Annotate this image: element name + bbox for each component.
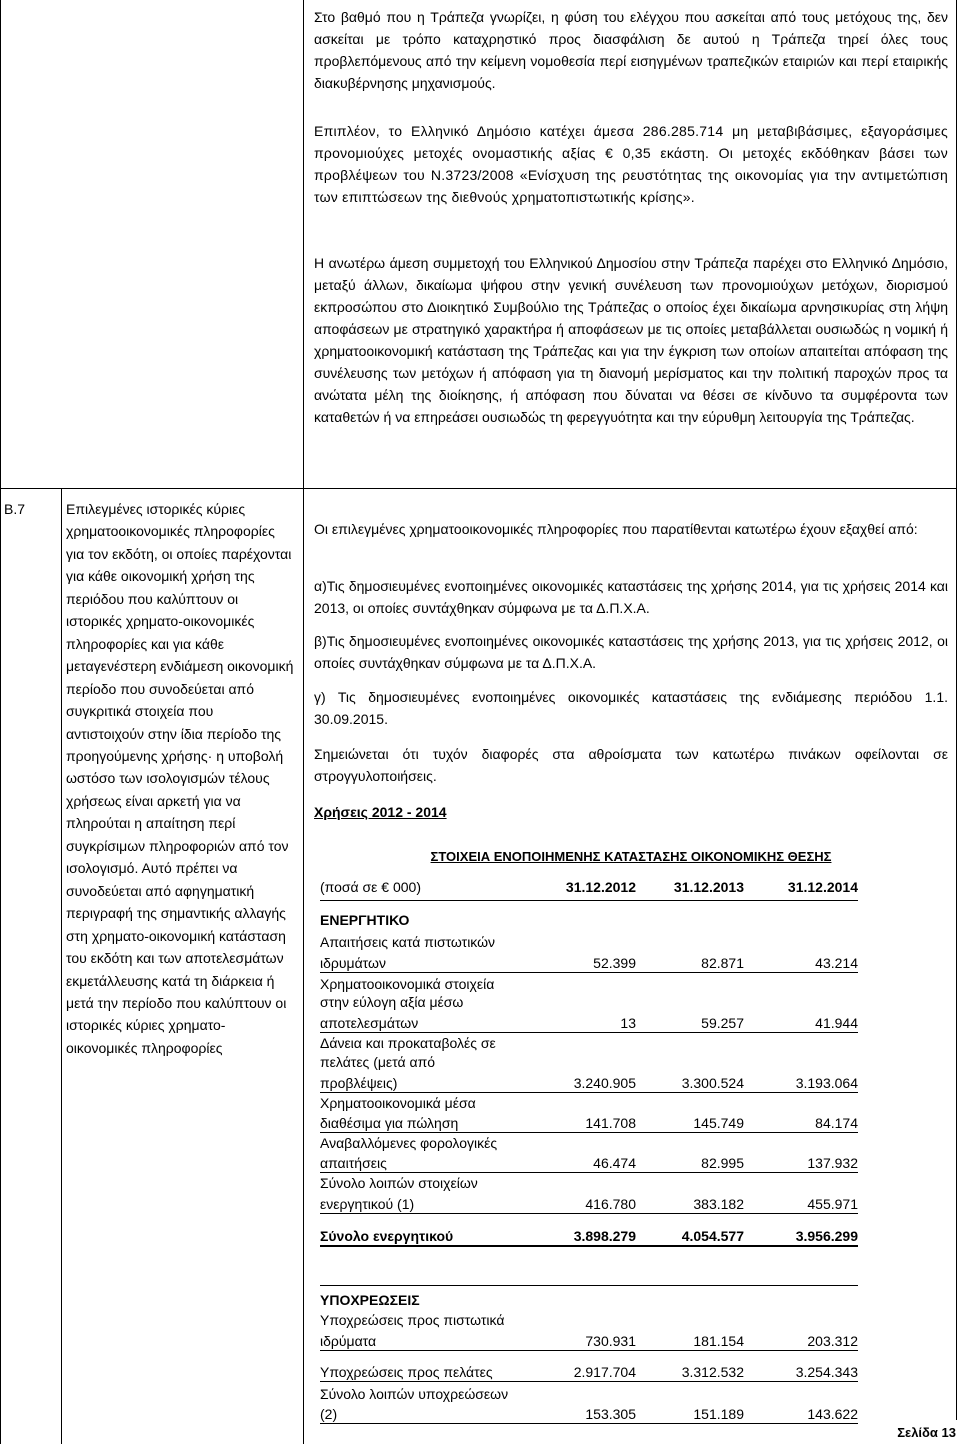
- row-rule: [320, 1423, 858, 1424]
- value-2012: 141.708: [585, 1115, 636, 1131]
- years-title: Χρήσεις 2012 - 2014: [314, 804, 447, 820]
- table-row: [320, 1051, 858, 1073]
- intro-paragraph-2: Επιπλέον, το Ελληνικό Δημόσιο κατέχει άμεσα 286.285.714 μη μεταβιβάσιμες, εξαγοράσιμες προνομιούχες μετοχές ονομαστικής αξίας € 0,35 εκάστη. Οι μετοχές εκδόθηκαν βάσει των προβλέψεων του Ν.3723/2008 «Ενίσχυση της ρευστότητας της οικονομίας για την αντιμετώπιση των επιπτώσεων της διεθνούς χρηματοπιστωτικής κρίσης».: [314, 123, 948, 205]
- value-2013: 82.995: [701, 1155, 744, 1171]
- rounding-note: Σημειώνεται ότι τυχόν διαφορές στα αθροίσματα των κατωτέρω πινάκων οφείλονται σε στρογγυλοποιήσεις.: [314, 746, 948, 784]
- row-label: Χρηματοοικονομικά στοιχεία: [320, 976, 495, 992]
- value-2014: 3.254.343: [795, 1364, 858, 1380]
- intro-paragraph-1: Στο βαθμό που η Τράπεζα γνωρίζει, η φύση του ελέγχου που ασκείται από τους μετόχους της, δεν ασκείται με τρόπο καταχρηστικό προς διασφάλιση δε αυτού η Τράπεζα τηρεί όλες τους προβλεπόμενους από την κείμενη νομοθεσία περί εισηγμένων τραπεζικών εταιριών και περί εταιρικής διακυβέρνησης μηχανισμούς.: [314, 9, 948, 91]
- value-2012: 52.399: [593, 955, 636, 971]
- row-label: στην εύλογη αξία μέσω: [320, 994, 464, 1010]
- row-rule: [320, 1213, 858, 1214]
- value-2012: 46.474: [593, 1155, 636, 1171]
- row-label: προβλέψεις): [320, 1075, 398, 1091]
- total-2013: 4.054.577: [681, 1228, 744, 1244]
- table-row: [320, 1361, 858, 1383]
- value-2012: 416.780: [585, 1196, 636, 1212]
- value-2012: 153.305: [585, 1406, 636, 1422]
- row-label: Υποχρεώσεις προς πιστωτικά: [320, 1312, 505, 1328]
- row-rule: [320, 1350, 858, 1351]
- table-row: [320, 1330, 858, 1352]
- table-row: [320, 1383, 858, 1405]
- row-label: ιδρύματα: [320, 1333, 377, 1349]
- column-header-2012: 31.12.2012: [565, 879, 636, 895]
- liabilities-heading-row: [320, 1289, 858, 1311]
- value-2013: 82.871: [701, 955, 744, 971]
- value-2013: 59.257: [701, 1015, 744, 1031]
- table-header-row: [320, 876, 858, 898]
- row-label: πελάτες (μετά από: [320, 1054, 436, 1070]
- table-row: [320, 1072, 858, 1094]
- value-2013: 3.300.524: [681, 1075, 744, 1091]
- value-2014: 143.622: [807, 1406, 858, 1422]
- value-2014: 455.971: [807, 1196, 858, 1212]
- value-2014: 43.214: [815, 955, 858, 971]
- table-row: [320, 931, 858, 953]
- value-2013: 383.182: [693, 1196, 744, 1212]
- table-row: [320, 1012, 858, 1034]
- assets-heading-row: [320, 909, 858, 931]
- table-row: [320, 1152, 858, 1174]
- table-title: ΣΤΟΙΧΕΙΑ ΕΝΟΠΟΙΗΜΕΝΗΣ ΚΑΤΑΣΤΑΣΗΣ ΟΙΚΟΝΟΜΙΚΗΣ ΘΕΣΗΣ: [430, 849, 832, 864]
- value-2014: 3.193.064: [795, 1075, 858, 1091]
- total-rule: [320, 1245, 858, 1247]
- col-divider-1: [61, 488, 62, 1444]
- right-border: [956, 0, 957, 1420]
- page-number: Σελίδα 13: [897, 1425, 956, 1440]
- value-2012: 13: [620, 1015, 636, 1031]
- row-label: διαθέσιμα για πώληση: [320, 1115, 459, 1131]
- intro-paragraph-3: Η ανωτέρω άμεση συμμετοχή του Ελληνικού Δημοσίου στην Τράπεζα παρέχει στο Ελληνικό Δημόσιο, μεταξύ άλλων, δικαίωμα ψήφου στην γενική συνέλευση των προνομιούχων μετόχων, διορισμού εκπροσώπου στο Διοικητικό Συμβούλιο της Τράπεζας ο οποίος έχει δικαίωμα αρνησικυρίας στη λήψη αποφάσεων με στρατηγικό χαρακτήρα ή αποφάσεων με τις οποίες μεταβάλλεται ουσιωδώς η νομική ή χρηματοοικονομική κατάσταση της Τράπεζας και για την έγκριση των οποίων απαιτείται απόφαση της συνέλευσης των μετόχων ή απόφαση για τη διανομή μερίσματος και την πολιτική παροχών προς τα ανώτατα μέλη της διοίκησης, ή απόφαση που δύναται να θέσει σε κίνδυνο τα συμφέροντα των καταθετών ή να επηρεάσει ουσιωδώς τη φερεγγυότητα και την εύρυθμη λειτουργία της Τράπεζας.: [314, 255, 948, 425]
- table-row: [320, 1403, 858, 1425]
- column-header-2014: 31.12.2014: [787, 879, 858, 895]
- value-2012: 2.917.704: [573, 1364, 636, 1380]
- value-2013: 151.189: [693, 1406, 744, 1422]
- amount-unit-label: (ποσά σε € 000): [320, 879, 422, 895]
- left-border: [0, 0, 1, 1444]
- section-code: Β.7: [4, 501, 26, 517]
- row-label: (2): [320, 1406, 338, 1422]
- row-label: Υποχρεώσεις προς πελάτες: [320, 1364, 493, 1380]
- value-2014: 84.174: [815, 1115, 858, 1131]
- table-row: [320, 1193, 858, 1215]
- section-description: Επιλεγμένες ιστορικές κύριες χρηματοοικονομικές πληροφορίες για τον εκδότη, οι οποίες παρέχονται για κάθε οικονομική χρήση της περιόδου που καλύπτουν οι ιστορικές χρηματο-οικονομικές πληροφορίες και για κάθε μεταγενέστερη ενδιάμεση οικονομική περίοδο που συνοδεύεται από συγκριτικά στοιχεία που αντιστοιχούν στην ίδια περίοδο της προηγούμενης χρήσης· η υποβολή ωστόσο των ισολογισμών τέλους χρήσεως είναι αρκετή για να πληρούται η απαίτηση περί συγκρίσιμων πληροφοριών από τον ισολογισμό. Αυτό πρέπει να συνοδεύεται από αφηγηματική περιγραφή της σημαντικής αλλαγής στη χρηματο-οικονομική κατάσταση του εκδότη και των αποτελεσμάτων εκμετάλλευσης κατά τη διάρκεια ή μετά την περίοδο που καλύπτουν οι ιστορικές κύριες χρηματο-οικονομικές πληροφορίες: [66, 501, 294, 1056]
- source-a-paragraph: α)Τις δημοσιευμένες ενοποιημένες οικονομικές καταστάσεις της χρήσης 2014, για τις χρήσεις 2014 και 2013, οι οποίες συντάχθηκαν σύμφωνα με τα Δ.Π.Χ.Α.: [314, 578, 948, 616]
- table-row: [320, 1132, 858, 1154]
- table-row: [320, 1309, 858, 1331]
- source-b-paragraph: β)Τις δημοσιευμένες ενοποιημένες οικονομικές καταστάσεις της χρήσης 2013, για τις χρήσεις 2012, οι οποίες συντάχθηκαν σύμφωνα με τα Δ.Π.Χ.Α.: [314, 633, 948, 671]
- total-2014: 3.956.299: [795, 1228, 858, 1244]
- value-2013: 3.312.532: [681, 1364, 744, 1380]
- row-label: Δάνεια και προκαταβολές σε: [320, 1035, 496, 1051]
- value-2013: 181.154: [693, 1333, 744, 1349]
- row-label: Σύνολο λοιπών στοιχείων: [320, 1175, 478, 1191]
- row-label: ενεργητικού (1): [320, 1196, 415, 1212]
- table-row: [320, 991, 858, 1013]
- value-2014: 41.944: [815, 1015, 858, 1031]
- col-divider-2: [303, 0, 304, 1444]
- row-label: Αναβαλλόμενες φορολογικές: [320, 1135, 498, 1151]
- source-c-paragraph: γ) Τις δημοσιευμένες ενοποιημένες οικονομικές καταστάσεις της ενδιάμεσης περιόδου 1.1. 30.09.2015.: [314, 689, 948, 727]
- table-row: [320, 1092, 858, 1114]
- section-rule: [320, 1285, 858, 1286]
- row-label: Χρηματοοικονομικά μέσα: [320, 1095, 476, 1111]
- assets-heading: ΕΝΕΡΓΗΤΙΚΟ: [320, 912, 410, 928]
- value-2014: 203.312: [807, 1333, 858, 1349]
- column-header-2013: 31.12.2013: [673, 879, 744, 895]
- total-assets-label: Σύνολο ενεργητικού: [320, 1228, 454, 1244]
- value-2012: 730.931: [585, 1333, 636, 1349]
- header-rule: [320, 900, 858, 901]
- table-row: [320, 1172, 858, 1194]
- liabilities-heading: ΥΠΟΧΡΕΩΣΕΙΣ: [320, 1292, 420, 1308]
- table-row: [320, 1112, 858, 1134]
- total-assets-row: [320, 1225, 858, 1247]
- row-label: ιδρυμάτων: [320, 955, 386, 971]
- row-divider: [0, 488, 957, 489]
- row-label: απαιτήσεις: [320, 1155, 387, 1171]
- row-label: αποτελεσμάτων: [320, 1015, 419, 1031]
- row-rule: [320, 1381, 858, 1382]
- b7-intro-paragraph: Οι επιλεγμένες χρηματοοικονομικές πληροφορίες που παρατίθενται κατωτέρω έχουν εξαχθεί από:: [314, 521, 918, 537]
- row-label: Απαιτήσεις κατά πιστωτικών: [320, 934, 496, 950]
- table-row: [320, 952, 858, 974]
- value-2013: 145.749: [693, 1115, 744, 1131]
- value-2014: 137.932: [807, 1155, 858, 1171]
- row-label: Σύνολο λοιπών υποχρεώσεων: [320, 1386, 509, 1402]
- value-2012: 3.240.905: [573, 1075, 636, 1091]
- total-2012: 3.898.279: [573, 1228, 636, 1244]
